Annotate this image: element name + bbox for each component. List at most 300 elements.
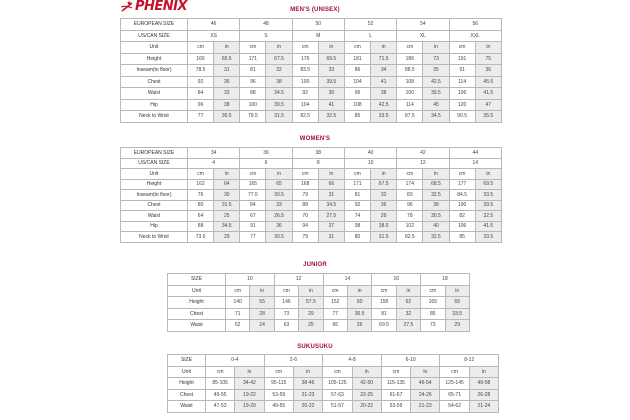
value-cell: 105-125 (323, 378, 352, 390)
row-label: Waist (121, 211, 188, 222)
value-cell: 74 (344, 211, 370, 222)
value-cell: 77 (240, 232, 266, 243)
value-cell: 41.5 (475, 88, 501, 100)
value-cell: 68.5 (423, 179, 449, 190)
value-cell: 24 (250, 320, 274, 332)
value-cell: 47 (475, 99, 501, 111)
size-cell: S (240, 30, 292, 42)
row-label: Height (168, 297, 226, 309)
value-cell: 65 (266, 179, 292, 190)
value-cell: 73.5 (188, 232, 214, 243)
unit-cell: in (423, 42, 449, 54)
unit-cell: in (469, 366, 498, 378)
size-table-junior (167, 273, 470, 332)
unit-cell: in (352, 366, 381, 378)
row-label: US/CAN SIZE (121, 30, 188, 42)
value-cell: 92 (188, 76, 214, 88)
value-cell: 65 (445, 297, 469, 309)
row-label: Height (121, 53, 188, 65)
unit-cell: in (475, 42, 501, 54)
value-cell: 100 (449, 200, 475, 211)
row-label: Height (168, 378, 206, 390)
unit-cell: cm (274, 285, 298, 297)
value-cell: 34.5 (214, 221, 240, 232)
value-cell: 49-58 (469, 378, 498, 390)
value-cell: 36 (266, 221, 292, 232)
value-cell: 41.5 (475, 221, 501, 232)
value-cell: 114 (397, 99, 423, 111)
row-label: Chest (168, 308, 226, 320)
measurement-row (121, 190, 502, 201)
value-cell: 22-25 (352, 389, 381, 401)
value-cell: 38.5 (371, 221, 397, 232)
unit-cell: in (396, 285, 420, 297)
value-cell: 39.5 (266, 99, 292, 111)
value-cell: 166 (188, 53, 214, 65)
unit-cell: cm (240, 42, 266, 54)
unit-cell: in (214, 42, 240, 54)
value-cell: 63 (274, 320, 298, 332)
size-cell: 2-6 (264, 355, 323, 367)
row-label: Chest (121, 200, 188, 211)
value-cell: 39.5 (318, 76, 344, 88)
value-cell: 26-28 (469, 389, 498, 401)
value-cell: 120 (449, 99, 475, 111)
measurement-row (168, 389, 499, 401)
value-cell: 78 (397, 211, 423, 222)
value-cell: 86 (344, 65, 370, 77)
size-row (121, 158, 502, 169)
size-cell: 4-8 (323, 355, 382, 367)
unit-cell: in (266, 169, 292, 180)
size-table-mens (120, 18, 502, 123)
value-cell: 98 (344, 221, 370, 232)
value-cell: 49-55 (264, 401, 293, 413)
value-cell: 45.5 (475, 76, 501, 88)
value-cell: 77.5 (240, 190, 266, 201)
unit-cell: cm (226, 285, 250, 297)
value-cell: 88.5 (397, 65, 423, 77)
row-label: Unit (121, 169, 188, 180)
value-cell: 39.5 (423, 88, 449, 100)
value-cell: 84 (188, 88, 214, 100)
value-cell: 32 (266, 65, 292, 77)
value-cell: 62 (226, 320, 250, 332)
value-cell: 30 (214, 190, 240, 201)
value-cell: 88 (188, 221, 214, 232)
size-cell: 44 (449, 148, 501, 159)
value-cell: 33 (214, 88, 240, 100)
value-cell: 67.5 (266, 53, 292, 65)
value-cell: 32.5 (423, 190, 449, 201)
value-cell: 162 (188, 179, 214, 190)
unit-cell: cm (188, 169, 214, 180)
value-cell: 83 (397, 190, 423, 201)
value-cell: 79.5 (240, 111, 266, 123)
value-cell: 31 (214, 65, 240, 77)
size-cell: 52 (344, 19, 396, 31)
value-cell: 146 (274, 297, 298, 309)
size-cell: 6 (240, 158, 292, 169)
value-cell: 66 (318, 179, 344, 190)
measurement-row (121, 99, 502, 111)
unit-cell: cm (397, 42, 423, 54)
unit-cell: in (214, 169, 240, 180)
size-cell: XS (188, 30, 240, 42)
value-cell: 20-22 (293, 401, 322, 413)
value-cell: 42-50 (352, 378, 381, 390)
value-cell: 53-59 (264, 389, 293, 401)
row-label: Chest (121, 76, 188, 88)
size-cell: 14 (323, 274, 372, 286)
size-cell: 0-4 (206, 355, 265, 367)
value-cell: 87.5 (397, 111, 423, 123)
value-cell: 65-71 (440, 389, 469, 401)
unit-cell: in (266, 42, 292, 54)
size-cell: 36 (240, 148, 292, 159)
value-cell: 38 (371, 88, 397, 100)
size-cell: 12 (274, 274, 323, 286)
value-cell: 108 (397, 76, 423, 88)
size-row (121, 30, 502, 42)
value-cell: 66 (323, 320, 347, 332)
value-cell: 96 (240, 76, 266, 88)
value-cell: 81 (240, 65, 266, 77)
value-cell: 85 (449, 232, 475, 243)
value-cell: 25 (214, 211, 240, 222)
value-cell: 34 (371, 65, 397, 77)
value-cell: 73 (274, 308, 298, 320)
value-cell: 181 (344, 53, 370, 65)
value-cell: 25 (299, 320, 323, 332)
row-label: Height (121, 179, 188, 190)
value-cell: 33.5 (371, 111, 397, 123)
value-cell: 27.5 (396, 320, 420, 332)
size-cell: 8-12 (440, 355, 499, 367)
value-cell: 30.5 (266, 232, 292, 243)
value-cell: 31.5 (214, 200, 240, 211)
value-cell: 80 (344, 232, 370, 243)
unit-cell: cm (240, 169, 266, 180)
value-cell: 82.5 (397, 232, 423, 243)
size-table-sukusuku (167, 354, 499, 413)
value-cell: 31 (318, 190, 344, 201)
value-cell: 21-24 (469, 401, 498, 413)
value-cell: 32 (371, 190, 397, 201)
value-cell: 79 (292, 232, 318, 243)
value-cell: 94 (292, 221, 318, 232)
value-cell: 30.5 (423, 211, 449, 222)
value-cell: 69.5 (318, 53, 344, 65)
value-cell: 191 (449, 53, 475, 65)
unit-cell: cm (381, 366, 410, 378)
value-cell: 82 (449, 211, 475, 222)
value-cell: 28 (250, 308, 274, 320)
value-cell: 96 (344, 88, 370, 100)
value-cell: 106 (449, 221, 475, 232)
value-cell: 33 (318, 65, 344, 77)
value-cell: 38 (423, 200, 449, 211)
value-cell: 21-23 (293, 389, 322, 401)
value-cell: 75 (475, 53, 501, 65)
size-row (168, 355, 499, 367)
value-cell: 41 (371, 76, 397, 88)
value-cell: 71.5 (371, 53, 397, 65)
unit-cell: cm (292, 42, 318, 54)
value-cell: 36 (318, 88, 344, 100)
value-cell: 76 (188, 190, 214, 201)
measurement-row (121, 76, 502, 88)
value-cell: 34-42 (235, 378, 264, 390)
row-label: Waist (168, 401, 206, 413)
value-cell: 30.5 (214, 111, 240, 123)
unit-cell: cm (323, 366, 352, 378)
value-cell: 69.5 (475, 179, 501, 190)
measurement-row (121, 211, 502, 222)
value-cell: 24-26 (411, 389, 440, 401)
value-cell: 165 (240, 179, 266, 190)
value-cell: 92 (292, 88, 318, 100)
value-cell: 32.5 (318, 111, 344, 123)
unit-cell: in (299, 285, 323, 297)
value-cell: 158 (372, 297, 396, 309)
size-cell: 14 (449, 158, 501, 169)
value-cell: 46-54 (411, 378, 440, 390)
value-cell: 77 (323, 308, 347, 320)
value-cell: 30.5 (266, 190, 292, 201)
size-cell: 48 (240, 19, 292, 31)
value-cell: 51-57 (323, 401, 352, 413)
measurement-row (168, 308, 470, 320)
row-label: Neck to Wrist (121, 111, 188, 123)
value-cell: 38-46 (293, 378, 322, 390)
value-cell: 62 (396, 297, 420, 309)
value-cell: 96 (188, 99, 214, 111)
unit-cell: cm (344, 42, 370, 54)
row-label: EUROPEAN SIZE (121, 148, 188, 159)
value-cell: 29 (371, 211, 397, 222)
unit-cell: cm (292, 169, 318, 180)
value-cell: 168 (292, 179, 318, 190)
value-cell: 65.5 (214, 53, 240, 65)
value-cell: 73 (423, 53, 449, 65)
unit-cell: cm (344, 169, 370, 180)
value-cell: 174 (397, 179, 423, 190)
measurement-row (121, 179, 502, 190)
value-cell: 67.5 (371, 179, 397, 190)
unit-cell: in (423, 169, 449, 180)
value-cell: 33.5 (475, 190, 501, 201)
value-cell: 91 (240, 221, 266, 232)
measurement-row (121, 232, 502, 243)
unit-cell: cm (449, 169, 475, 180)
section-title-womens: WOMEN'S (299, 136, 331, 142)
value-cell: 81 (344, 190, 370, 201)
value-cell: 92 (344, 200, 370, 211)
value-cell: 100 (397, 88, 423, 100)
value-cell: 54-62 (440, 401, 469, 413)
value-cell: 61-67 (381, 389, 410, 401)
measurement-row (168, 320, 470, 332)
value-cell: 36 (371, 200, 397, 211)
value-cell: 77 (188, 111, 214, 123)
row-label: Hip (121, 221, 188, 232)
measurement-row (168, 401, 499, 413)
unit-cell: in (318, 42, 344, 54)
value-cell: 31.5 (266, 111, 292, 123)
value-cell: 100 (292, 76, 318, 88)
size-cell: 18 (421, 274, 470, 286)
value-cell: 57.5 (299, 297, 323, 309)
value-cell: 114 (449, 76, 475, 88)
value-cell: 152 (323, 297, 347, 309)
size-cell: L (344, 30, 396, 42)
unit-cell: in (445, 285, 469, 297)
size-cell: 10 (344, 158, 396, 169)
size-cell: 54 (397, 19, 449, 31)
value-cell: 95-115 (264, 378, 293, 390)
value-cell: 33.5 (445, 308, 469, 320)
value-cell: 42.5 (423, 76, 449, 88)
value-cell: 96 (397, 200, 423, 211)
unit-row (168, 366, 499, 378)
unit-cell: cm (206, 366, 235, 378)
value-cell: 67 (240, 211, 266, 222)
value-cell: 34.5 (423, 111, 449, 123)
size-cell: 16 (372, 274, 421, 286)
value-cell: 165 (421, 297, 445, 309)
unit-cell: cm (397, 169, 423, 180)
value-cell: 108 (344, 99, 370, 111)
value-cell: 186 (397, 53, 423, 65)
row-label: Chest (168, 389, 206, 401)
size-cell: M (292, 30, 344, 42)
measurement-row (121, 88, 502, 100)
value-cell: 49-55 (206, 389, 235, 401)
measurement-row (121, 200, 502, 211)
row-label: EUROPEAN SIZE (121, 19, 188, 31)
value-cell: 26 (347, 320, 371, 332)
size-cell: XXL (449, 30, 501, 42)
value-cell: 81 (372, 308, 396, 320)
unit-cell: cm (449, 42, 475, 54)
value-cell: 84.5 (449, 190, 475, 201)
unit-cell: in (371, 169, 397, 180)
value-cell: 41 (318, 99, 344, 111)
value-cell: 84 (240, 200, 266, 211)
value-cell: 38 (266, 76, 292, 88)
value-cell: 32.5 (475, 211, 501, 222)
value-cell: 85 (421, 308, 445, 320)
unit-row (168, 285, 470, 297)
value-cell: 70 (292, 211, 318, 222)
row-label: Unit (168, 366, 206, 378)
row-label: Waist (121, 88, 188, 100)
row-label: Hip (121, 99, 188, 111)
size-cell: XL (397, 30, 449, 42)
size-table-womens (120, 147, 502, 243)
value-cell: 42.5 (371, 99, 397, 111)
value-cell: 19-20 (235, 401, 264, 413)
unit-cell: cm (264, 366, 293, 378)
row-label: SIZE (168, 355, 206, 367)
value-cell: 88 (292, 200, 318, 211)
value-cell: 29 (445, 320, 469, 332)
size-row (121, 148, 502, 159)
value-cell: 73 (421, 320, 445, 332)
measurement-row (168, 297, 470, 309)
value-cell: 35.5 (475, 111, 501, 123)
size-cell: 46 (188, 19, 240, 31)
value-cell: 39.5 (475, 200, 501, 211)
value-cell: 106 (449, 88, 475, 100)
unit-row (121, 42, 502, 54)
measurement-row (121, 53, 502, 65)
value-cell: 31.5 (371, 232, 397, 243)
unit-cell: in (411, 366, 440, 378)
size-cell: 6-10 (381, 355, 440, 367)
unit-row (121, 169, 502, 180)
value-cell: 47-53 (206, 401, 235, 413)
value-cell: 37 (318, 221, 344, 232)
unit-cell: in (250, 285, 274, 297)
value-cell: 45 (423, 99, 449, 111)
value-cell: 102 (397, 221, 423, 232)
value-cell: 34.5 (266, 88, 292, 100)
value-cell: 20-22 (352, 401, 381, 413)
measurement-row (121, 111, 502, 123)
value-cell: 53-59 (381, 401, 410, 413)
value-cell: 71 (226, 308, 250, 320)
row-label: Unit (168, 285, 226, 297)
unit-cell: in (371, 42, 397, 54)
value-cell: 100 (240, 99, 266, 111)
row-label: Unit (121, 42, 188, 54)
value-cell: 60 (347, 297, 371, 309)
value-cell: 171 (344, 179, 370, 190)
value-cell: 19-22 (235, 389, 264, 401)
unit-cell: cm (323, 285, 347, 297)
unit-cell: in (235, 366, 264, 378)
value-cell: 29 (299, 308, 323, 320)
size-cell: 56 (449, 19, 501, 31)
value-cell: 32 (396, 308, 420, 320)
value-cell: 31 (318, 232, 344, 243)
size-cell: 12 (397, 158, 449, 169)
size-cell: 38 (292, 148, 344, 159)
value-cell: 90.5 (449, 111, 475, 123)
row-label: US/CAN SIZE (121, 158, 188, 169)
value-cell: 80 (188, 200, 214, 211)
value-cell: 33 (266, 200, 292, 211)
value-cell: 115-135 (381, 378, 410, 390)
row-label: SIZE (168, 274, 226, 286)
row-label: Neck to Wrist (121, 232, 188, 243)
value-cell: 85 (344, 111, 370, 123)
size-cell: 10 (226, 274, 275, 286)
value-cell: 29 (214, 232, 240, 243)
value-cell: 78.5 (188, 65, 214, 77)
brand-logo-text: PHENIX (135, 0, 188, 14)
size-cell: 50 (292, 19, 344, 31)
size-cell: 8 (292, 158, 344, 169)
size-row (168, 274, 470, 286)
value-cell: 79 (292, 190, 318, 201)
value-cell: 27.5 (318, 211, 344, 222)
size-cell: 4 (188, 158, 240, 169)
unit-cell: cm (440, 366, 469, 378)
value-cell: 104 (344, 76, 370, 88)
